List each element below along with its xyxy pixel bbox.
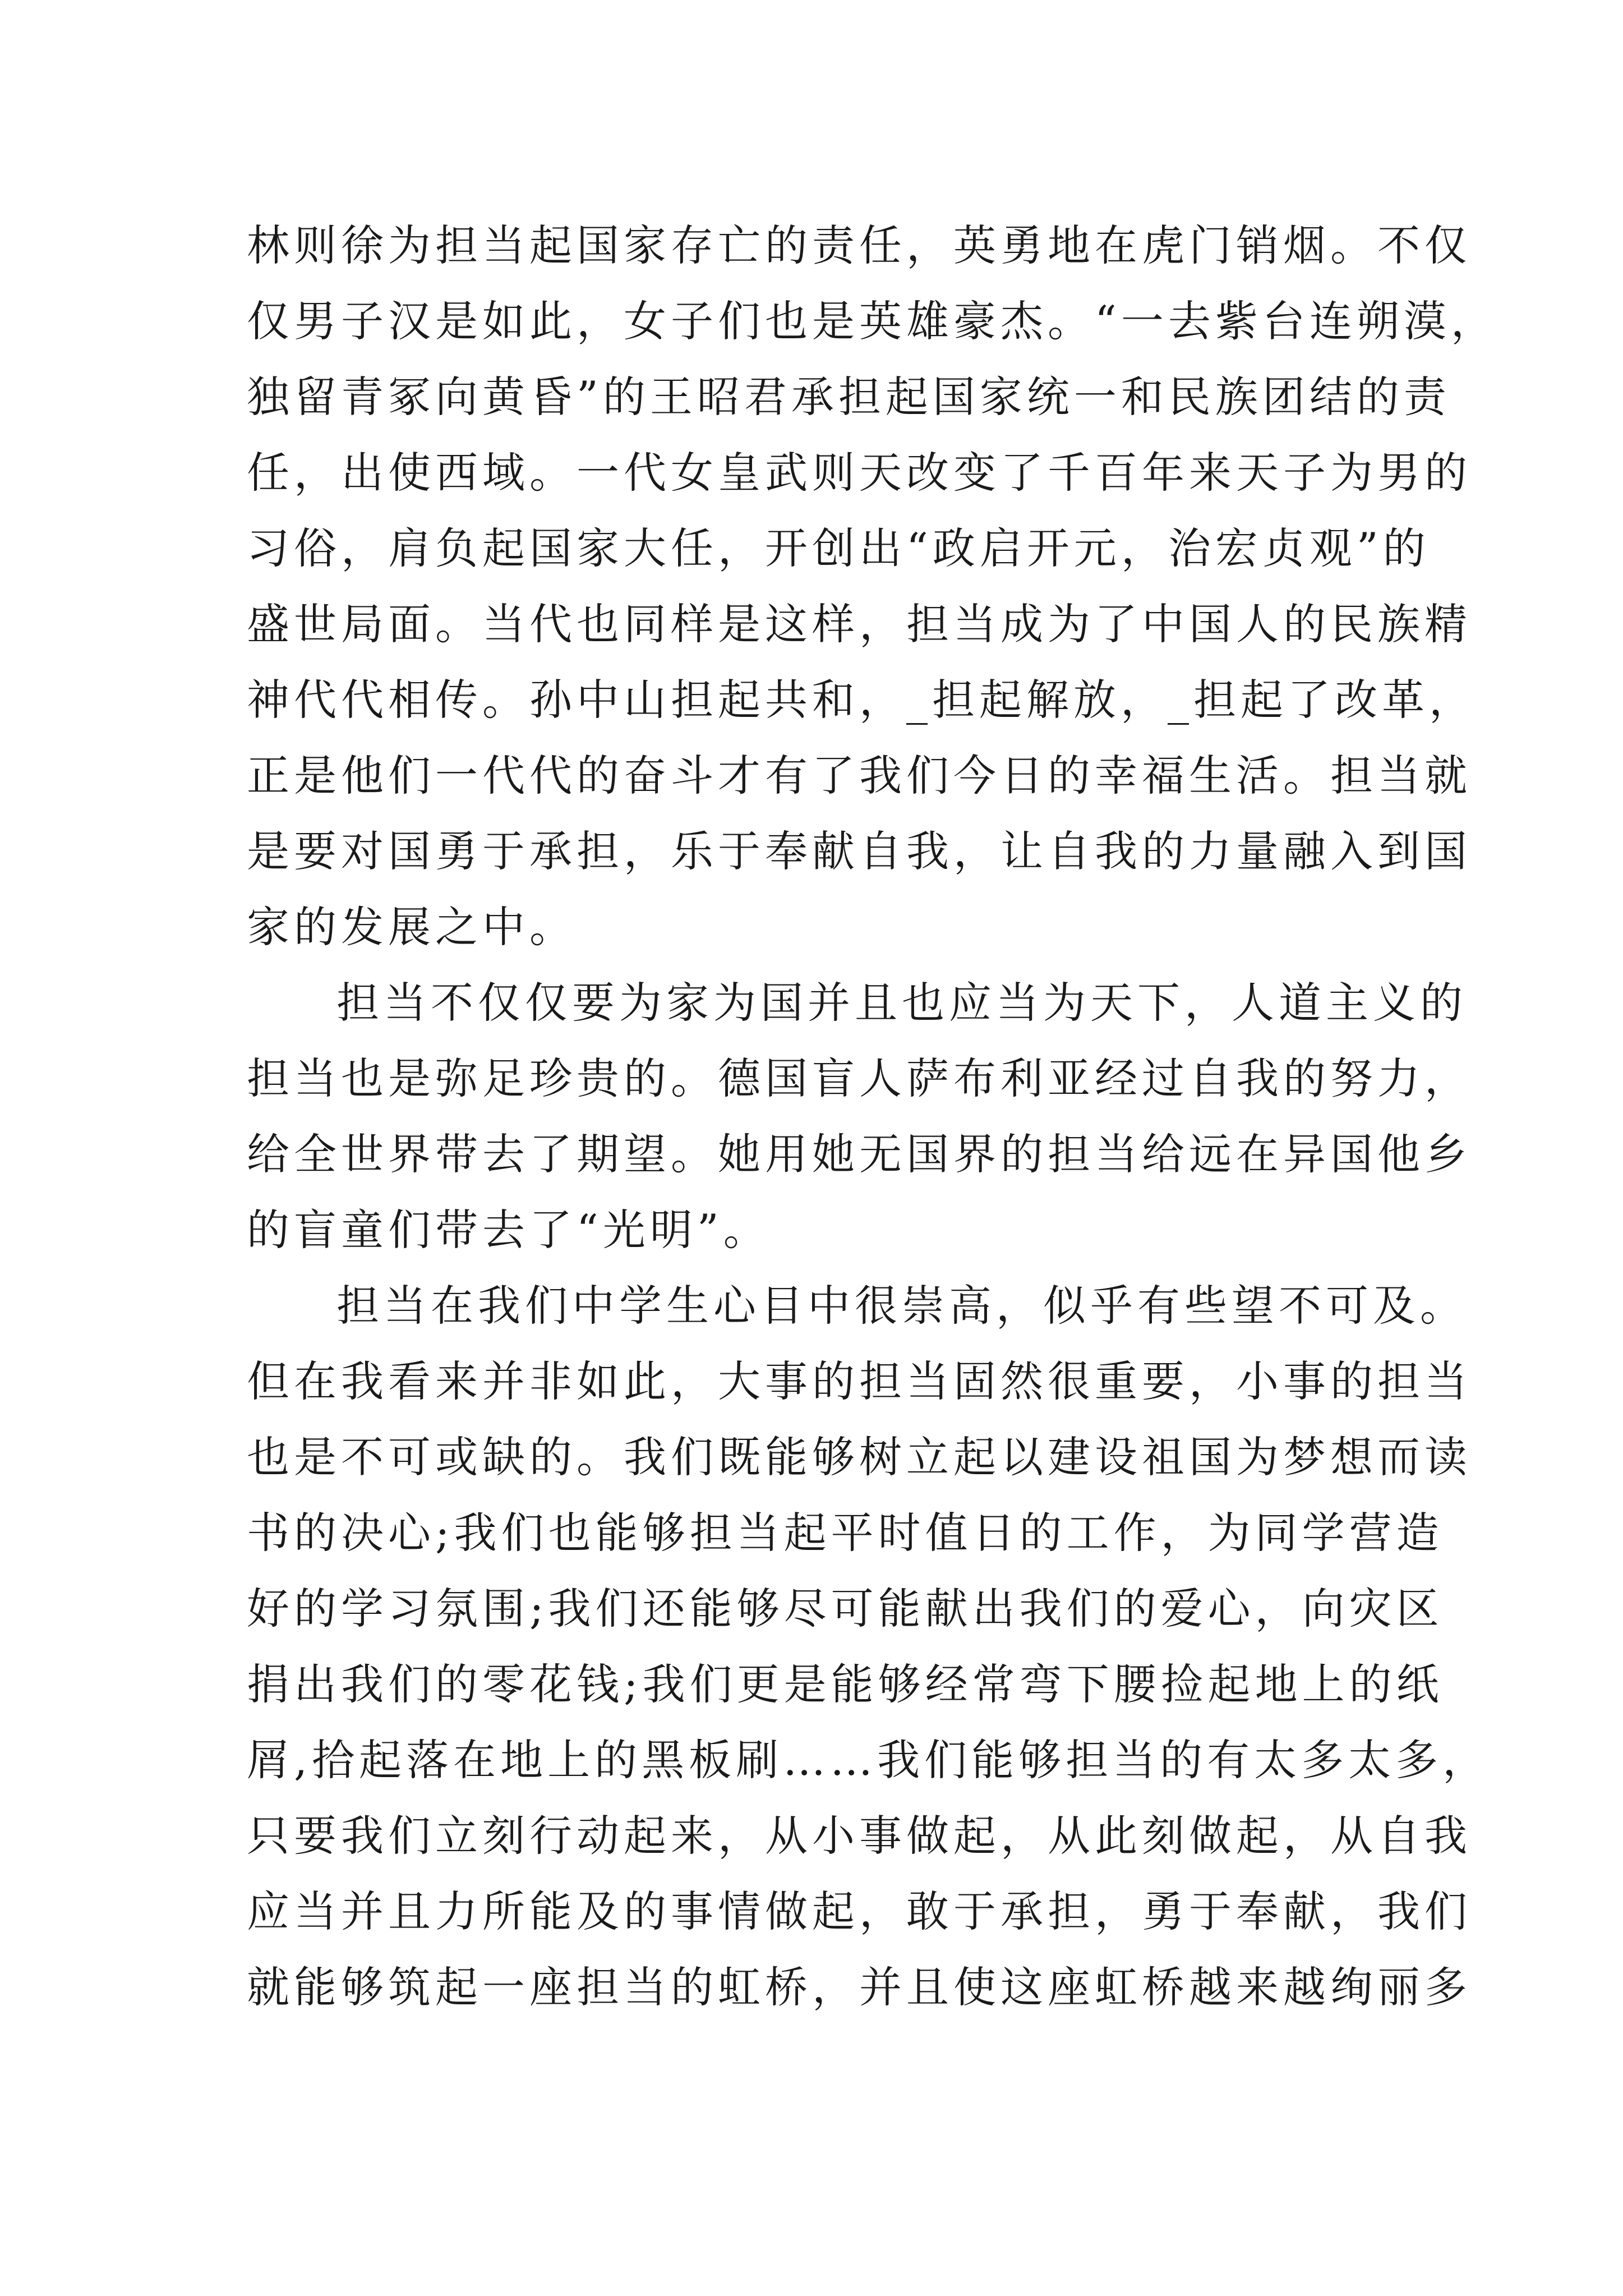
text-line: 神代代相传。孙中山担起共和，_担起解放，_担起了改革， bbox=[247, 675, 1476, 725]
text-line: 应当并且力所能及的事情做起，敢于承担，勇于奉献，我们 bbox=[247, 1887, 1472, 1936]
text-line: 屑,拾起落在地上的黑板刷……我们能够担当的有太多太多， bbox=[247, 1735, 1490, 1785]
text-line: 担当在我们中学生心目中很崇高，似乎有些望不可及。 bbox=[336, 1281, 1467, 1331]
text-line: 只要我们立刻行动起来，从小事做起，从此刻做起，从自我 bbox=[247, 1811, 1472, 1861]
text-line: 任，出使西域。一代女皇武则天改变了千百年来天子为男的 bbox=[247, 448, 1472, 498]
text-line: 担当不仅仅要为家为国并且也应当为天下，人道主义的 bbox=[336, 978, 1467, 1028]
text-line: 的盲童们带去了“光明”。 bbox=[247, 1205, 771, 1255]
text-line: 家的发展之中。 bbox=[247, 902, 577, 952]
paragraph-3 bbox=[247, 1268, 1490, 2025]
text-line: 也是不可或缺的。我们既能够树立起以建设祖国为梦想而读 bbox=[247, 1432, 1472, 1482]
text-line: 捐出我们的零花钱;我们更是能够经常弯下腰捡起地上的纸 bbox=[247, 1659, 1444, 1709]
text-line: 给全世界带去了期望。她用她无国界的担当给远在异国他乡 bbox=[247, 1129, 1472, 1179]
text-line: 仅男子汉是如此，女子们也是英雄豪杰。“一去紫台连朔漠， bbox=[247, 296, 1498, 346]
text-line: 书的决心;我们也能够担当起平时值日的工作，为同学营造 bbox=[247, 1508, 1444, 1558]
paragraph-2 bbox=[247, 965, 1472, 1268]
text-line: 但在我看来并非如此，大事的担当固然很重要，小事的担当 bbox=[247, 1356, 1472, 1406]
text-line: 就能够筑起一座担当的虹桥，并且使这座虹桥越来越绚丽多 bbox=[247, 1962, 1472, 2012]
text-line: 林则徐为担当起国家存亡的责任，英勇地在虎门销烟。不仅 bbox=[247, 220, 1472, 270]
text-line: 好的学习氛围;我们还能够尽可能献出我们的爱心，向灾区 bbox=[247, 1584, 1444, 1634]
text-line: 独留青冢向黄昏”的王昭君承担起国家统一和民族团结的责 bbox=[247, 372, 1451, 422]
body-text bbox=[247, 208, 1498, 2025]
text-line: 盛世局面。当代也同样是这样，担当成为了中国人的民族精 bbox=[247, 599, 1472, 649]
text-line: 正是他们一代代的奋斗才有了我们今日的幸福生活。担当就 bbox=[247, 751, 1472, 800]
paragraph-1 bbox=[247, 208, 1498, 965]
text-line: 是要对国勇于承担，乐于奉献自我，让自我的力量融入到国 bbox=[247, 826, 1472, 876]
text-line: 习俗，肩负起国家大任，开创出“政启开元，治宏贞观”的 bbox=[247, 523, 1430, 573]
text-line: 担当也是弥足珍贵的。德国盲人萨布利亚经过自我的努力， bbox=[247, 1053, 1472, 1103]
